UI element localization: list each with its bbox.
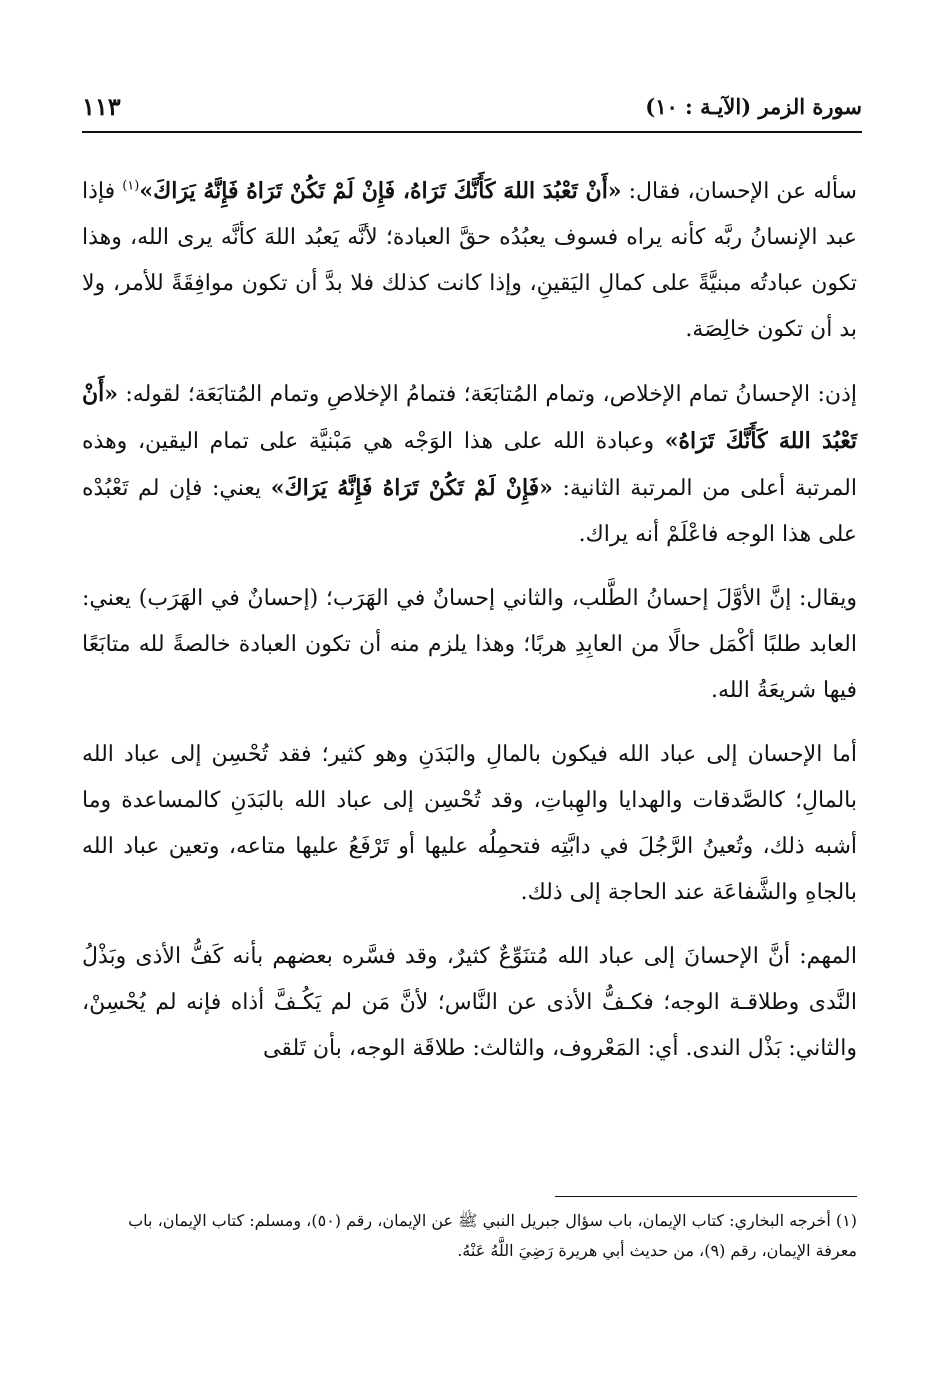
paragraph-1 <box>82 168 857 353</box>
hadith-quote-2: «فَإِنْ لَمْ تَكُنْ تَرَاهُ فَإِنَّهُ يَرَاكَ» <box>270 475 553 501</box>
main-text <box>82 168 857 1072</box>
page-header <box>82 92 862 128</box>
paragraph-1-rest: فإذا عبد الإنسانُ ربَّه كأنه يراه فسوف يعبُدُه حقَّ العبادة؛ لأنَّه يَعبُد اللهَ كأنَّه يرى الله، وهذا تكون عبادتُه مبنيَّةً على كمالِ اليَقينِ، وإذا كانت كذلك فلا بدَّ أن تكون موافِقَةً للأمر، ولا بد أن تكون خالِصَة. <box>82 179 857 342</box>
footnote-divider <box>555 1196 857 1197</box>
paragraph-4: أما الإحسان إلى عباد الله فيكون بالمالِ والبَدَنِ وهو كثير؛ فقد تُحْسِن إلى عباد الله بالمالِ؛ كالصَّدقات والهدايا والهِباتِ، وقد تُحْسِن إلى عباد الله بالبَدَنِ كالمساعدة وما أشبه ذلك، وتُعينُ الرَّجُلَ في دابَّتِه فتحمِلُه عليها أو تَرْفَعُ عليها متاعه، وتعين عباد الله بالجاهِ والشَّفاعَة عند الحاجة إلى ذلك. <box>82 742 857 905</box>
paragraph-3: ويقال: إنَّ الأوَّلَ إحسانُ الطَّلب، والثاني إحسانٌ في الهَرَب؛ (إحسانٌ في الهَرَب) يعني: العابد طلبًا أكْمَل حالًا من العابِدِ هربًا؛ وهذا يلزم منه أن تكون العبادة خالصةً لله متابَعًا فيها شريعَةُ الله. <box>82 586 857 703</box>
paragraph-2-part2: وعبادة الله على هذا الوَجْه هي مَبْنيَّة على تمام اليقين، وهذه المرتبة أعلى من المرتبة الثانية: <box>82 429 857 501</box>
page-number: ١١٣ <box>82 92 121 121</box>
paragraph-2 <box>82 371 857 558</box>
paragraph-1-intro: سأله عن الإحسان، فقال: <box>621 179 857 204</box>
running-title: سورة الزمر (الآيـة : ١٠) <box>645 94 862 119</box>
hadith-quote: «أَنْ تَعْبُدَ اللهَ كَأَنَّكَ تَرَاهُ، فَإِنْ لَمْ تَكُنْ تَرَاهُ فَإِنَّهُ يَرَاكَ» <box>139 178 622 204</box>
paragraph-2-part1: إذن: الإحسانُ تمام الإخلاص، وتمام المُتابَعَة؛ فتمامُ الإخلاصِ وتمام المُتابَعَة؛ لقوله: <box>118 382 857 407</box>
footnote: (١) أخرجه البخاري: كتاب الإيمان، باب سؤال جبريل النبي ﷺ عن الإيمان، رقم (٥٠)، ومسلم: كتاب الإيمان، باب معرفة الإيمان، رقم (٩)، من حديث أبي هريرة رَضِيَ اللَّهُ عَنْهُ. <box>128 1211 857 1260</box>
hadith-quote-1: «أَنْ تَعْبُدَ اللهَ كَأَنَّكَ تَرَاهُ» <box>82 381 857 454</box>
paragraph-5: المهم: أنَّ الإحسانَ إلى عباد الله مُتنَوِّعٌ كثيرٌ، وقد فسَّره بعضهم بأنه كَفُّ الأذى وبَذْلُ النَّدى وطلاقـة الوجه؛ فكـفُّ الأذى عن النَّاس؛ لأنَّ مَن لم يَكُـفَّ أذاه فإنه لم يُحْسِنْ، والثاني: بَذْل الندى. أي: المَعْروف، والثالث: طلاقَة الوجه، بأن تَلقى <box>82 944 857 1061</box>
footnote-marker: (١) <box>122 178 140 194</box>
paragraph-2-part3: يعني: فإن لم تَعْبُدْه على هذا الوجه فاعْلَمْ أنه يراك. <box>82 476 857 547</box>
header-divider <box>82 131 862 133</box>
